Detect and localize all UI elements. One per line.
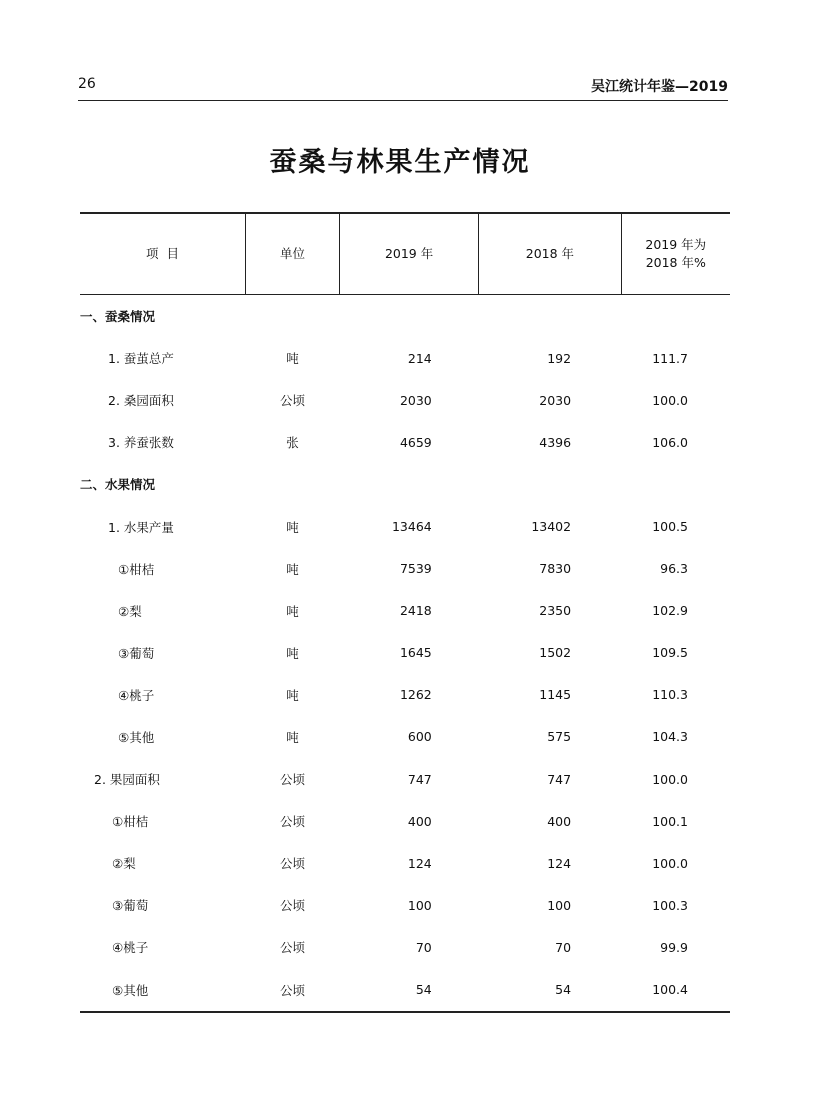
- cell-2019: 214: [407, 350, 432, 366]
- cell-ratio: 102.9: [652, 603, 688, 619]
- cell-unit: 张: [286, 435, 299, 451]
- cell-ratio: 100.4: [621, 969, 730, 1012]
- col-header-ratio-line2: 2018 年%: [645, 255, 706, 270]
- table-row: [80, 800, 730, 842]
- cell-ratio: 100.0: [652, 855, 688, 871]
- cell-2018: 13402: [531, 519, 572, 535]
- cell-unit: 吨: [286, 351, 299, 367]
- cell-2018: [479, 295, 621, 338]
- page-title: 蚕桑与林果生产情况: [269, 147, 531, 178]
- cell-2018: 70: [555, 939, 572, 955]
- table-row: [80, 463, 730, 505]
- cell-ratio: [621, 463, 730, 505]
- cell-2018: 100: [547, 897, 572, 913]
- table-row: [80, 590, 730, 632]
- table-row: [80, 632, 730, 674]
- cell-2019: 1645: [399, 645, 432, 661]
- cell-ratio: 96.3: [660, 561, 688, 577]
- stats-table: [80, 212, 730, 1013]
- cell-2018: 54: [479, 969, 621, 1012]
- cell-2019: 7539: [399, 561, 432, 577]
- cell-2018: 7830: [539, 561, 572, 577]
- cell-unit: 吨: [286, 729, 299, 745]
- table-row: [80, 421, 730, 463]
- cell-2018: [479, 463, 621, 505]
- table-row: [80, 295, 730, 338]
- cell-unit: 吨: [286, 561, 299, 577]
- table-row: [80, 758, 730, 800]
- row-label: 2. 桑园面积: [108, 393, 174, 409]
- cell-2018: 192: [547, 350, 572, 366]
- cell-unit: 吨: [286, 603, 299, 619]
- col-header-item: [80, 213, 246, 295]
- cell-unit: 公顷: [246, 969, 340, 1012]
- table-row: [80, 926, 730, 968]
- cell-unit: 吨: [286, 687, 299, 703]
- cell-2019: 747: [407, 771, 432, 787]
- cell-unit: [246, 463, 340, 505]
- cell-unit: 公顷: [279, 393, 305, 409]
- cell-2019: 100: [407, 897, 432, 913]
- cell-unit: 公顷: [279, 814, 305, 830]
- row-label: ②梨: [112, 856, 136, 872]
- row-label: 2. 果园面积: [94, 772, 160, 788]
- cell-2019: [339, 463, 478, 505]
- row-label: 1. 水果产量: [108, 519, 174, 535]
- cell-ratio: 100.0: [652, 771, 688, 787]
- cell-unit: [246, 295, 340, 338]
- cell-2018: 2350: [539, 603, 572, 619]
- cell-2019: 124: [407, 855, 432, 871]
- row-label: ①柑桔: [112, 814, 149, 830]
- cell-2018: 2030: [539, 392, 572, 408]
- row-label: ②梨: [118, 603, 142, 619]
- row-label: ③葡萄: [118, 645, 155, 661]
- cell-2019: 2030: [399, 392, 432, 408]
- book-title: 吴江统计年鉴—2019: [591, 79, 728, 95]
- cell-ratio: 100.0: [652, 392, 688, 408]
- cell-ratio: 111.7: [652, 350, 688, 366]
- row-label: ④桃子: [112, 940, 149, 956]
- table-row: [80, 716, 730, 758]
- cell-unit: 吨: [286, 645, 299, 661]
- row-label: 1. 蚕茧总产: [108, 351, 174, 367]
- row-label: ⑤其他: [80, 969, 246, 1012]
- cell-ratio: 99.9: [660, 939, 688, 955]
- cell-2019: 4659: [399, 434, 432, 450]
- col-header-2018: 2018 年: [479, 213, 621, 295]
- col-header-item-label: 项 目: [146, 246, 179, 261]
- table-row: [80, 505, 730, 547]
- cell-2019: [339, 295, 478, 338]
- cell-2019: 600: [407, 729, 432, 745]
- cell-2019: 13464: [391, 519, 432, 535]
- cell-ratio: 106.0: [652, 434, 688, 450]
- cell-ratio: [621, 295, 730, 338]
- cell-2018: 4396: [539, 434, 572, 450]
- row-label: ①柑桔: [118, 561, 155, 577]
- cell-ratio: 100.3: [652, 897, 688, 913]
- section-label: 二、水果情况: [80, 477, 156, 493]
- row-label: ④桃子: [118, 687, 155, 703]
- cell-unit: 公顷: [279, 940, 305, 956]
- cell-2018: 747: [547, 771, 572, 787]
- cell-ratio: 109.5: [652, 645, 688, 661]
- row-label: ③葡萄: [112, 898, 149, 914]
- page-number: 26: [78, 76, 96, 92]
- col-header-2019: 2019 年: [339, 213, 478, 295]
- col-header-ratio: [621, 213, 730, 295]
- cell-2019: 54: [339, 969, 478, 1012]
- table-row: [80, 969, 730, 1012]
- cell-ratio: 100.5: [652, 519, 688, 535]
- page-header: [78, 76, 728, 100]
- cell-2018: 124: [547, 855, 572, 871]
- cell-ratio: 100.1: [652, 813, 688, 829]
- cell-2018: 575: [547, 729, 572, 745]
- row-label: ⑤其他: [118, 729, 155, 745]
- table-header-row: [80, 213, 730, 295]
- cell-ratio: 110.3: [652, 687, 688, 703]
- row-label: 3. 养蚕张数: [108, 435, 174, 451]
- table-row: [80, 842, 730, 884]
- cell-unit: 公顷: [279, 856, 305, 872]
- cell-2019: 1262: [399, 687, 432, 703]
- cell-2018: 1502: [539, 645, 572, 661]
- table-row: [80, 379, 730, 421]
- cell-unit: 吨: [286, 519, 299, 535]
- table-row: [80, 674, 730, 716]
- cell-unit: 公顷: [279, 772, 305, 788]
- table-row: [80, 884, 730, 926]
- cell-2019: 70: [415, 939, 432, 955]
- cell-2019: 400: [407, 813, 432, 829]
- header-rule: [78, 100, 728, 101]
- section-label: 一、蚕桑情况: [80, 309, 156, 325]
- table-row: [80, 337, 730, 379]
- cell-2019: 2418: [399, 603, 432, 619]
- cell-unit: 公顷: [279, 898, 305, 914]
- col-header-ratio-line1: 2019 年为: [645, 237, 707, 252]
- table-row: [80, 548, 730, 590]
- cell-2018: 400: [547, 813, 572, 829]
- cell-ratio: 104.3: [652, 729, 688, 745]
- cell-2018: 1145: [539, 687, 572, 703]
- col-header-unit: 单位: [246, 213, 340, 295]
